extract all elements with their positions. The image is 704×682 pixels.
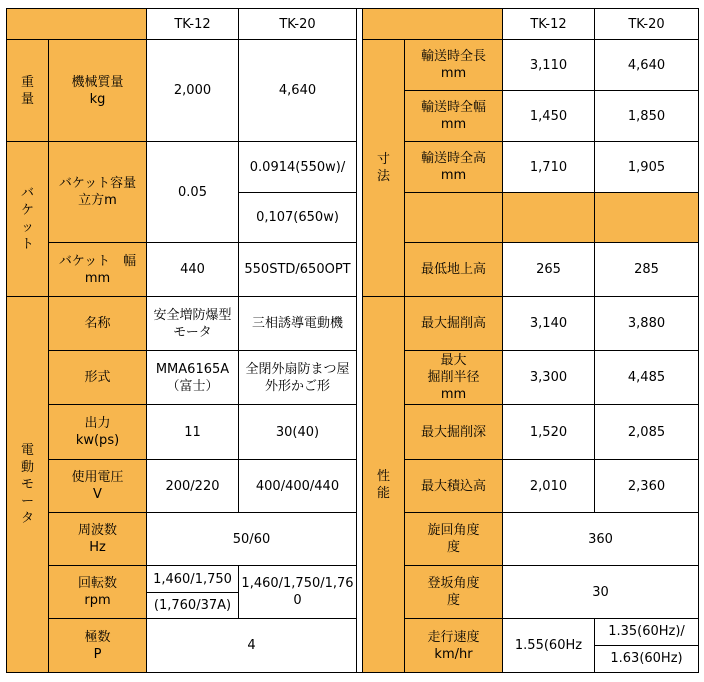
header-tk20-right: TK-20 xyxy=(595,9,699,40)
bucket-category: バケット xyxy=(7,142,49,297)
transport-length-label xyxy=(405,40,503,91)
max-dig-radius-label-1: 最大 xyxy=(440,353,467,368)
header-tk12-left: TK-12 xyxy=(147,9,239,40)
motor-type-tk12: MMA6165A（富士） xyxy=(147,351,239,405)
header-tk20-left: TK-20 xyxy=(239,9,357,40)
motor-category: 電動モータ xyxy=(7,297,49,673)
motor-frequency-label xyxy=(49,513,147,566)
transport-length-tk12: 3,110 xyxy=(503,40,595,91)
motor-rotation-label-2: rpm xyxy=(84,593,111,608)
motor-name-tk20: 三相誘導電動機 xyxy=(239,297,357,351)
bucket-width-label-1: バケット 幅 xyxy=(58,253,137,269)
motor-output-tk12: 11 xyxy=(147,405,239,460)
motor-poles-label-1: 極数 xyxy=(84,629,111,645)
travel-speed-label-1: 走行速度 xyxy=(427,629,480,645)
motor-output-label xyxy=(49,405,147,460)
bucket-width-label-2: mm xyxy=(84,270,111,286)
machine-weight-label-2: kg xyxy=(89,91,106,107)
motor-output-label-2: kw(ps) xyxy=(75,433,120,448)
climb-angle-label-1: 登坂角度 xyxy=(427,576,480,591)
motor-voltage-label-1: 使用電圧 xyxy=(71,470,124,485)
swing-angle-value: 360 xyxy=(503,513,699,566)
max-load-height-label: 最大積込高 xyxy=(405,460,503,513)
max-dig-depth-tk12: 1,520 xyxy=(503,405,595,460)
motor-name-tk12: 安全増防爆型モータ xyxy=(147,297,239,351)
transport-length-label-2: mm xyxy=(440,66,467,81)
max-dig-radius-label-2: 掘削半径 xyxy=(427,370,480,385)
travel-speed-label xyxy=(405,619,503,673)
motor-poles-label xyxy=(49,619,147,673)
weight-category: 重量 xyxy=(7,40,49,142)
max-dig-height-tk12: 3,140 xyxy=(503,297,595,351)
transport-width-label xyxy=(405,91,503,142)
motor-rotation-label xyxy=(49,566,147,619)
transport-height-label-2: mm xyxy=(440,168,467,183)
transport-height-tk12: 1,710 xyxy=(503,142,595,193)
motor-frequency-value: 50/60 xyxy=(147,513,357,566)
swing-angle-label xyxy=(405,513,503,566)
motor-voltage-tk12: 200/220 xyxy=(147,460,239,513)
motor-frequency-label-1: 周波数 xyxy=(77,523,117,538)
max-dig-height-tk20: 3,880 xyxy=(595,297,699,351)
max-dig-radius-label-3: mm xyxy=(440,387,467,402)
motor-type-label: 形式 xyxy=(49,351,147,405)
spec-table xyxy=(6,8,699,673)
bucket-capacity-tk12: 0.05 xyxy=(147,142,239,243)
performance-category: 性能 xyxy=(363,297,405,673)
ground-clearance-tk12: 265 xyxy=(503,243,595,297)
max-dig-depth-label: 最大掘削深 xyxy=(405,405,503,460)
travel-speed-label-2: km/hr xyxy=(434,646,473,662)
climb-angle-label xyxy=(405,566,503,619)
bucket-capacity-tk20-b: 0,107(650w) xyxy=(239,193,357,243)
header-tk12-right: TK-12 xyxy=(503,9,595,40)
motor-rotation-label-1: 回転数 xyxy=(77,576,117,591)
motor-frequency-label-2: Hz xyxy=(89,540,106,555)
motor-voltage-tk20: 400/400/440 xyxy=(239,460,357,513)
max-dig-radius-label xyxy=(405,351,503,405)
ground-clearance-label: 最低地上高 xyxy=(405,243,503,297)
bucket-width-tk20: 550STD/650OPT xyxy=(239,243,357,297)
swing-angle-label-1: 旋回角度 xyxy=(427,523,480,538)
motor-rotation-tk12-a: 1,460/1,750 xyxy=(147,566,239,593)
machine-weight-tk12: 2,000 xyxy=(147,40,239,142)
bucket-capacity-label xyxy=(49,142,147,243)
motor-poles-label-2: P xyxy=(93,646,102,662)
bucket-width-tk12: 440 xyxy=(147,243,239,297)
climb-angle-value: 30 xyxy=(503,566,699,619)
motor-name-label: 名称 xyxy=(49,297,147,351)
transport-width-tk20: 1,850 xyxy=(595,91,699,142)
max-dig-depth-tk20: 2,085 xyxy=(595,405,699,460)
max-load-height-tk20: 2,360 xyxy=(595,460,699,513)
max-load-height-tk12: 2,010 xyxy=(503,460,595,513)
ground-clearance-tk20: 285 xyxy=(595,243,699,297)
travel-speed-tk20-b: 1.63(60Hz) xyxy=(610,651,683,666)
machine-weight-tk20: 4,640 xyxy=(239,40,357,142)
header-blank-right xyxy=(363,9,503,40)
max-dig-radius-tk20: 4,485 xyxy=(595,351,699,405)
motor-rotation-tk20: 1,460/1,750/1,760 xyxy=(239,566,357,619)
motor-output-tk20: 30(40) xyxy=(239,405,357,460)
transport-width-label-1: 輸送時全幅 xyxy=(420,100,486,115)
header-blank-left xyxy=(7,9,147,40)
climb-angle-label-2: 度 xyxy=(446,593,460,608)
transport-width-label-2: mm xyxy=(440,117,467,132)
motor-voltage-label xyxy=(49,460,147,513)
bucket-capacity-label-1: バケット容量 xyxy=(58,176,137,191)
dimensions-category: 寸法 xyxy=(363,40,405,297)
dimensions-empty-tk20 xyxy=(595,193,699,243)
machine-weight-label-1: 機械質量 xyxy=(71,74,124,90)
travel-speed-tk20-a: 1.35(60Hz)/ xyxy=(595,619,698,646)
travel-speed-tk12: 1.55(60Hz xyxy=(503,619,595,673)
transport-length-tk20: 4,640 xyxy=(595,40,699,91)
motor-poles-value: 4 xyxy=(147,619,357,673)
transport-height-label-1: 輸送時全高 xyxy=(420,151,486,166)
bucket-width-label xyxy=(49,243,147,297)
motor-type-tk20: 全閉外扇防まつ屋外形かご形 xyxy=(239,351,357,405)
travel-speed-tk20 xyxy=(595,619,699,673)
max-dig-height-label: 最大掘削高 xyxy=(405,297,503,351)
bucket-capacity-label-2: 立方m xyxy=(78,193,117,208)
transport-length-label-1: 輸送時全長 xyxy=(420,49,486,64)
spec-table-wrapper xyxy=(6,8,698,673)
machine-weight-label xyxy=(49,40,147,142)
bucket-capacity-tk20-a: 0.0914(550w)/ xyxy=(239,142,357,193)
dimensions-empty-label xyxy=(405,193,503,243)
dimensions-empty-tk12 xyxy=(503,193,595,243)
motor-voltage-label-2: V xyxy=(93,487,102,502)
transport-width-tk12: 1,450 xyxy=(503,91,595,142)
transport-height-tk20: 1,905 xyxy=(595,142,699,193)
max-dig-radius-tk12: 3,300 xyxy=(503,351,595,405)
transport-height-label xyxy=(405,142,503,193)
swing-angle-label-2: 度 xyxy=(446,540,460,555)
motor-output-label-1: 出力 xyxy=(84,416,111,431)
motor-rotation-tk12-b: (1,760/37A) xyxy=(147,593,239,619)
